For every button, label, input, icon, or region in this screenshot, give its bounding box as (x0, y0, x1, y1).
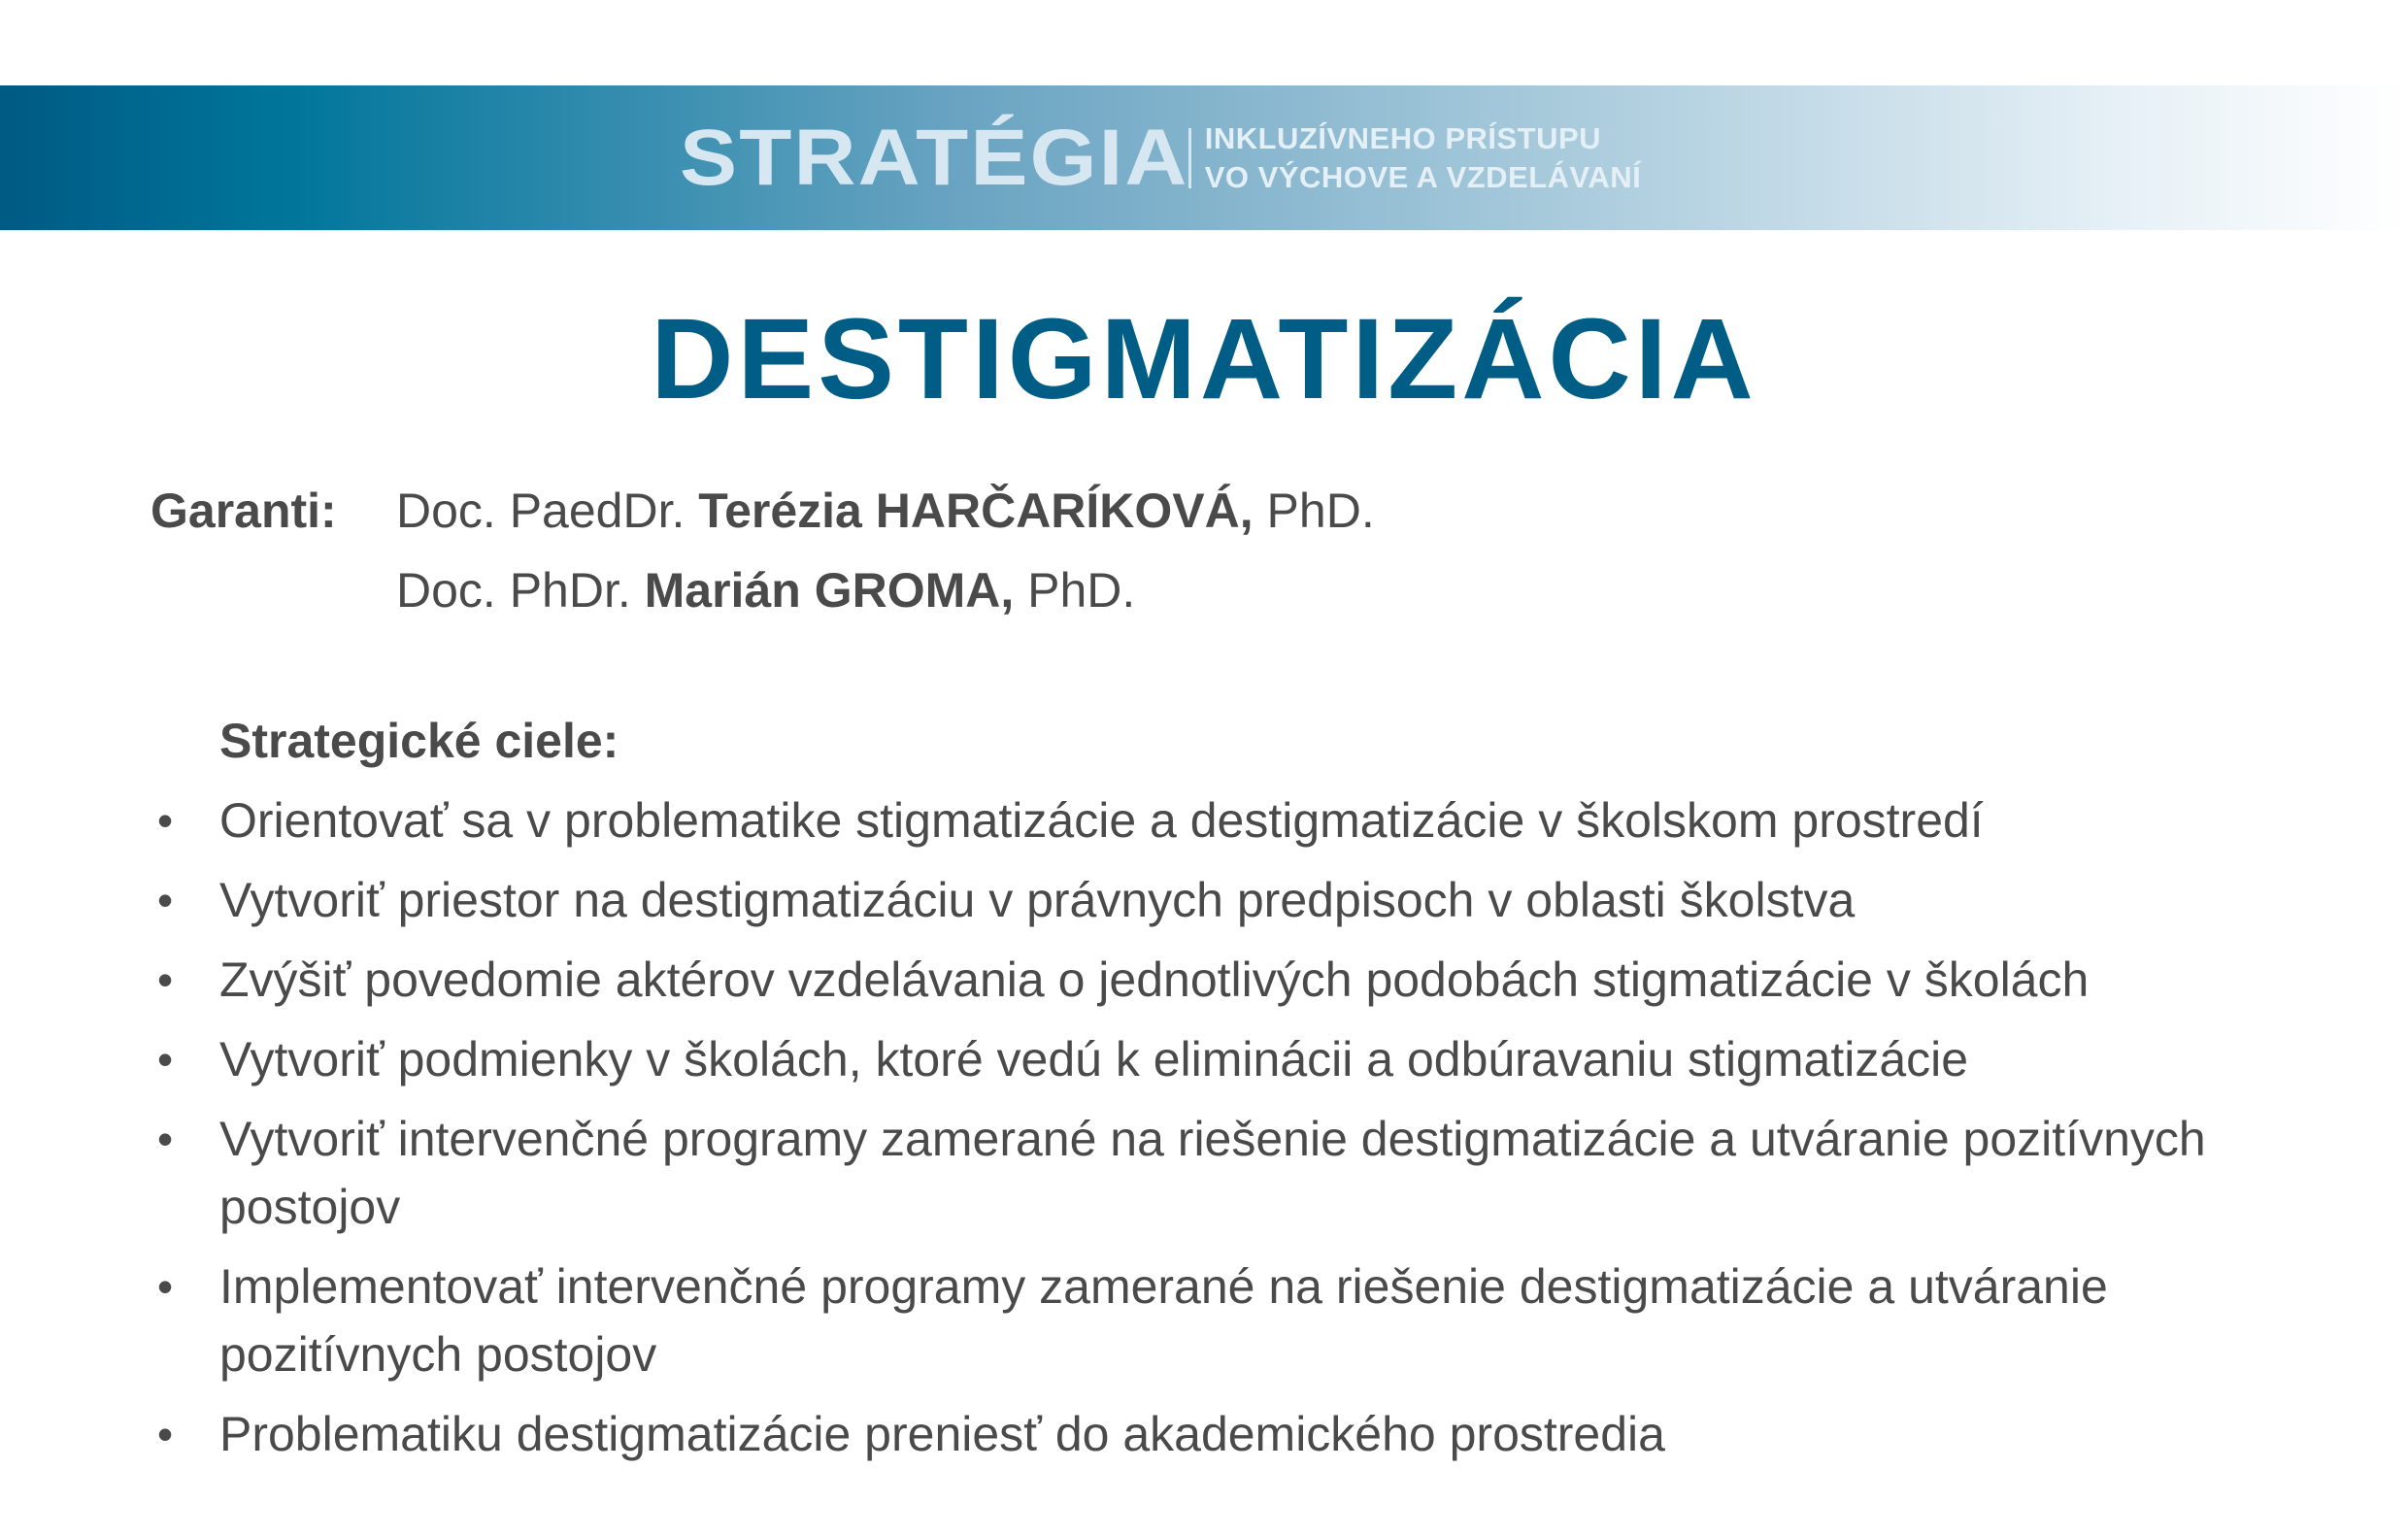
header-banner (0, 85, 2408, 230)
bullet: • (157, 1114, 174, 1164)
bullet: • (157, 1261, 174, 1312)
guarantor-1-name: Terézia HARČARÍKOVÁ, (698, 484, 1254, 538)
list-item (155, 1025, 2340, 1093)
brand-subtitle-line-1: INKLUZÍVNEHO PRÍSTUPU (1204, 120, 1602, 155)
guarantor-2 (396, 551, 1375, 630)
goals-list (155, 786, 2340, 1480)
guarantor-2-name: Marián GROMA, (644, 563, 1015, 618)
bullet: • (157, 954, 174, 1005)
bullet: • (157, 795, 174, 846)
bullet: • (157, 875, 174, 925)
goal-text: Orientovať sa v problematike stigmatizácie a destigmatizácie v školskom prostredí (219, 793, 1984, 848)
bullet: • (157, 1034, 174, 1085)
guarantors-list (396, 471, 1375, 630)
guarantor-1-prefix: Doc. PaedDr. (396, 484, 699, 538)
guarantors-label: Garanti: (150, 484, 337, 538)
list-item (155, 946, 2340, 1014)
list-item (155, 1253, 2340, 1388)
goal-text: Vytvoriť priestor na destigmatizáciu v právnych predpisoch v oblasti školstva (219, 873, 1856, 927)
bullet: • (157, 1409, 174, 1459)
guarantor-2-suffix: PhD. (1014, 563, 1136, 618)
page-title: DESTIGMATIZÁCIA (651, 295, 1757, 423)
goal-text: Zvýšiť povedomie aktérov vzdelávania o jednotlivých podobách stigmatizácie v školách (219, 952, 2090, 1007)
goal-text: Vytvoriť intervenčné programy zamerané na riešenie destigmatizácie a utváranie pozitívnych postojov (219, 1112, 2206, 1234)
goal-text: Vytvoriť podmienky v školách, ktoré vedú k eliminácii a odbúravaniu stigmatizácie (219, 1032, 1969, 1086)
goal-text: Problematiku destigmatizácie preniesť do akademického prostredia (219, 1407, 1665, 1461)
brand-subtitle (1205, 119, 1642, 197)
list-item (155, 1105, 2340, 1241)
list-item (155, 786, 2340, 854)
list-item (155, 1400, 2340, 1468)
goal-text: Implementovať intervenčné programy zamerané na riešenie destigmatizácie a utváranie pozitívnych postojov (219, 1259, 2108, 1382)
guarantor-1 (396, 471, 1375, 551)
list-item (155, 866, 2340, 934)
guarantor-1-suffix: PhD. (1253, 484, 1375, 538)
brand-main-text: STRATÉGIA (680, 113, 1189, 202)
goals-heading: Strategické ciele: (219, 714, 619, 768)
brand-logo (680, 85, 1641, 230)
brand-subtitle-line-2: VO VÝCHOVE A VZDELÁVANÍ (1204, 159, 1642, 194)
guarantor-2-prefix: Doc. PhDr. (396, 563, 645, 618)
